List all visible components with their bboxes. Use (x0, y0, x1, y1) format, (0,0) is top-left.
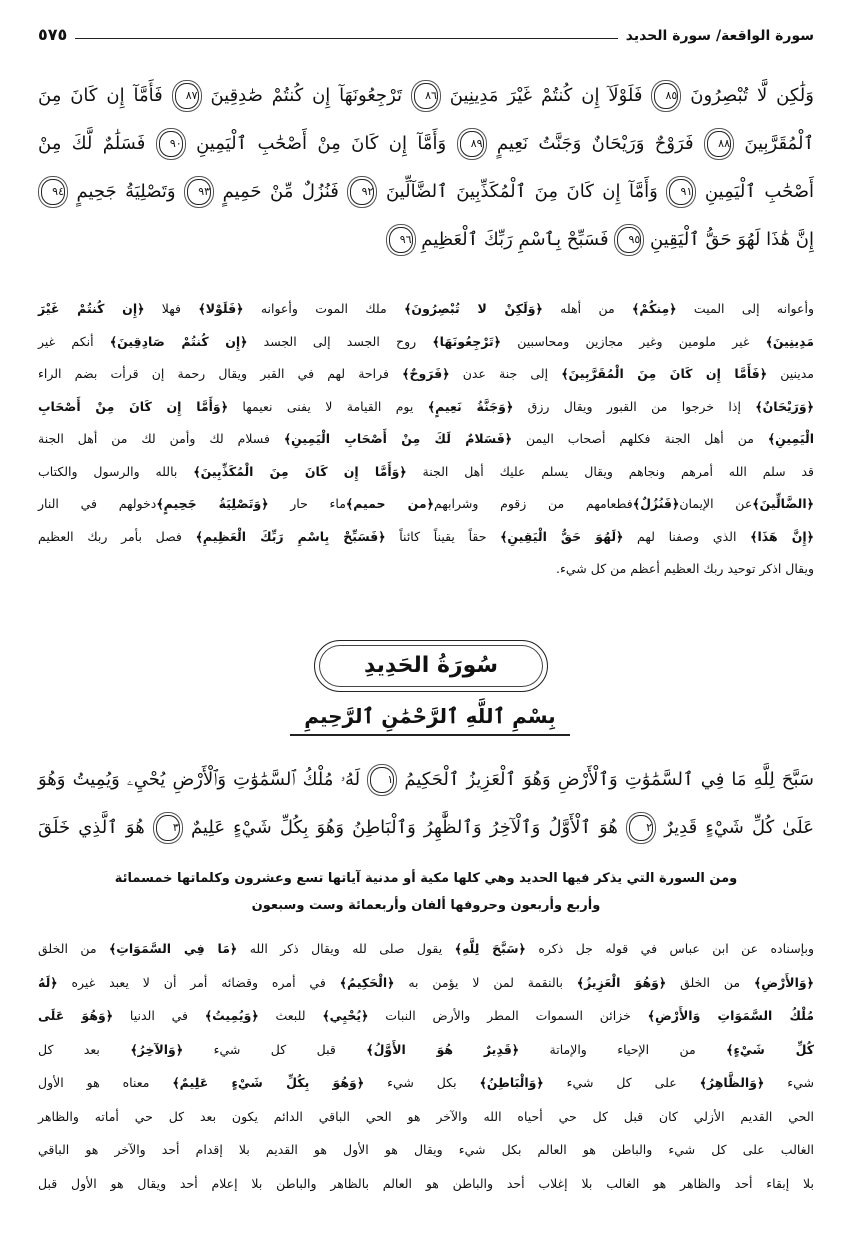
quoted-verse: ﴿وَالأَرْضِ﴾ (753, 974, 814, 990)
quoted-verse: ﴿وَهُوَ الْعَزِيزُ﴾ (576, 974, 667, 990)
quoted-verse: ﴿مِنكُمْ﴾ (632, 301, 677, 316)
verse-text: فَسَلَٰمٌ لَّكَ مِنْ (38, 133, 146, 154)
tafsir-line: قد سلم الله أمرهم ونجاهم ويقال يسلم عليك أهل الجنة ﴿وَأَمَّا إِن كَانَ مِنَ الْمُكَذِّبِينَ﴾ بالله والرسول والكتاب (38, 463, 815, 479)
quoted-verse: ﴿وَرَيْحَانٌ﴾ (755, 398, 814, 414)
verse-text: هُوَ ٱلَّذِي خَلَقَ (38, 817, 145, 838)
quoted-verse: ﴿فَرَوحٌ﴾ (402, 366, 450, 381)
quoted-verse: مَدِينِينَ﴾ (765, 333, 814, 349)
quoted-verse: ﴿قَدِيرٌ هُوَ الأَوَّلُ﴾ (366, 1041, 520, 1057)
ayah-number-marker: ٨٩ (460, 131, 484, 157)
verse-text: ٱلْمُقَرَّبِينَ (744, 133, 814, 154)
quoted-verse: ﴿الضَّالِّينَ﴾ (752, 496, 814, 511)
quoted-verse: ﴿فَأَمَّا إِن كَانَ مِنَ الْمُقَرَّبِينَ﴾ (561, 366, 768, 381)
quran-line (38, 168, 814, 216)
tafsir-line: ﴿إِنَّ هَذَا﴾ الذي وصفنا لهم ﴿لَهُوَ حَقُّ الْيَقِينِ﴾ حقاً يقيناً كائناً ﴿فَسَبِّحْ بِاسْمِ رَبِّكَ الْعَظِيمِ﴾ فصل بأمر ربك العظيم (38, 528, 814, 544)
surah-title-cartouche (314, 640, 548, 692)
quoted-verse: ﴿وَجَنَّةُ نَعِيمٍ﴾ (427, 398, 514, 414)
tafsir-line: ﴿الضَّالِّينَ﴾عن الإيمان﴿فَنُزُلٌ﴾فطعامهم من زقوم وشرابهم﴿من حميم﴾ماء حار ﴿وَتَصْلِيَةُ جَحِيمٍ﴾دخولهم في النار (38, 496, 814, 511)
quoted-verse: ﴿وَالآخِرُ﴾ (130, 1041, 184, 1057)
ayah-number-marker: ٨٥ (654, 83, 678, 109)
ayah-number-marker: ٩٣ (187, 179, 211, 205)
verse-text: فَأَمَّآ إِن كَانَ مِنَ (38, 85, 163, 106)
verse-text: فَلَوْلَآ إِن كُنتُمْ غَيْرَ مَدِينِينَ (449, 85, 643, 106)
quoted-verse: ﴿لَهُ (38, 974, 58, 990)
tafsir-text-al-hadid (38, 932, 814, 1200)
ayah-number-marker: ٩٥ (617, 227, 641, 253)
ayah-number-marker: ٩٢ (350, 179, 374, 205)
quoted-verse: ﴿وَالْبَاطِنُ﴾ (479, 1075, 544, 1090)
quran-line (38, 756, 814, 804)
quoted-verse: ﴿وَتَصْلِيَةُ جَحِيمٍ﴾ (156, 496, 269, 511)
tafsir-line: مَدِينِينَ﴾ غير ملومين وغير مجازين ومحاسبين ﴿تَرْجِعُونَهَا﴾ روح الجسد إلى الجسد ﴿إِن كُنتُمْ صَادِقِينَ﴾ أنكم غير (38, 333, 814, 349)
verse-text: لَهُۥ مُلْكُ ٱلسَّمَٰوَٰتِ وَٱلْأَرْضِ يُحْيِۦ وَيُمِيتُ وَهُوَ (38, 769, 361, 790)
verse-text: فَرَوْحٌ وَرَيْحَانٌ وَجَنَّتُ نَعِيمٍ (496, 133, 694, 154)
ayah-number-marker: ٩١ (669, 179, 693, 205)
verse-text: وَلَٰكِن لَّا تُبْصِرُونَ (690, 85, 814, 106)
verse-text: تَرْجِعُونَهَآ إِن كُنتُمْ صَٰدِقِينَ (210, 85, 403, 106)
quoted-verse: ﴿سَبَّحَ لِلَّهِ﴾ (454, 941, 526, 956)
quoted-verse: ﴿وَأَمَّا إِن كَانَ مِنْ أَصْحَابِ (38, 398, 229, 414)
ayah-number-marker: ٨٧ (175, 83, 199, 109)
quoted-verse: ﴿إِن كُنتُمْ غَيْرَ (38, 301, 145, 316)
tafsir-line: مدينين ﴿فَأَمَّا إِن كَانَ مِنَ الْمُقَرَّبِينَ﴾ إلى جنة عدن ﴿فَرَوحٌ﴾ فراحة لهم في القبر ويقال رحمة إن قرأت بضم الراء (38, 366, 814, 381)
ayah-number-marker: ٩٤ (41, 179, 65, 205)
tafsir-line: ﴿وَرَيْحَانٌ﴾ إذا خرجوا من القبور ويقال رزق ﴿وَجَنَّةُ نَعِيمٍ﴾ يوم القيامة لا يفنى نعيمها ﴿وَأَمَّا إِن كَانَ مِنْ أَصْحَابِ (38, 398, 814, 414)
tafsir-line: كُلِّ شَيْءٍ﴾ من الإحياء والإماتة ﴿قَدِيرٌ هُوَ الأَوَّلُ﴾ قبل كل شيء ﴿وَالآخِرُ﴾ بعد كل (38, 1041, 815, 1057)
quran-line (38, 216, 814, 264)
quoted-verse: ﴿يُحْيِي﴾ (322, 1008, 369, 1023)
running-title: سورة الواقعة/ سورة الحديد (625, 28, 814, 44)
ayah-number-marker: ٩٦ (389, 227, 413, 253)
header-rule (75, 38, 617, 39)
quoted-verse: ﴿فَسَلامٌ لَكَ مِنْ أَصْحَابِ الْيَمِينِ﴾ (283, 431, 513, 446)
tafsir-line: الحي القديم الأزلي كان قبل كل حي أحياه الله والآخر هو الحي الباقي الدائم يكون بعد كل حي أماته والظاهر (38, 1108, 814, 1124)
quran-line (38, 72, 814, 120)
quoted-verse: كُلِّ شَيْءٍ﴾ (726, 1041, 815, 1057)
quoted-verse: ﴿إِن كُنتُمْ صَادِقِينَ﴾ (109, 333, 248, 349)
surah-intro-line: وأربع وأربعون وحروفها ألفان وأربعمائة وست وسبعون (251, 898, 601, 913)
verse-text: هُوَ ٱلْأَوَّلُ وَٱلْآخِرُ وَٱلظَّٰهِرُ وَٱلْبَاطِنُ وَهُوَ بِكُلِّ شَيْءٍ عَلِيمٌ (190, 817, 618, 838)
quoted-verse: ﴿وَيُمِيتُ﴾ (204, 1008, 259, 1023)
verse-text: فَنُزُلٌ مِّنْ حَمِيمٍ (222, 181, 339, 202)
quoted-verse: الْيَمِينِ﴾ (767, 431, 814, 446)
quoted-verse: ﴿وَلَكِنْ لا تُبْصِرُونَ﴾ (404, 301, 543, 316)
verse-text: وَأَمَّآ إِن كَانَ مِنَ ٱلْمُكَذِّبِينَ ٱلضَّآلِّينَ (385, 181, 658, 202)
tafsir-line: شيء ﴿وَالظَّاهِرُ﴾ على كل شيء ﴿وَالْبَاطِنُ﴾ بكل شيء ﴿وَهُوَ بِكُلِّ شَيْءٍ عَلِيمٌ﴾ معناه هو الأول (38, 1075, 814, 1090)
quran-text-al-hadid (38, 756, 814, 852)
ayah-number-marker: ١ (370, 767, 394, 793)
quoted-verse: ﴿وَهُوَ بِكُلِّ شَيْءٍ عَلِيمٌ﴾ (172, 1075, 365, 1090)
tafsir-line: الْيَمِينِ﴾ من أهل الجنة فكلهم أصحاب اليمن ﴿فَسَلامٌ لَكَ مِنْ أَصْحَابِ الْيَمِينِ﴾ فسلام لك وأمن لك من أهل الجنة (38, 431, 814, 446)
quoted-verse: مُلْكُ السَّمَوَاتِ وَالأَرْضِ﴾ (647, 1008, 814, 1023)
page-header (38, 22, 814, 44)
tafsir-line: ويقال اذكر توحيد ربك العظيم أعظم من كل شيء. (556, 561, 814, 576)
quoted-verse: ﴿وَهُوَ عَلَى (38, 1008, 114, 1023)
basmala: بِسْمِ ٱللَّهِ ٱلرَّحْمَٰنِ ٱلرَّحِيمِ (290, 698, 570, 736)
page-number: ٥٧٥ (38, 25, 68, 44)
tafsir-line: ﴿وَالأَرْضِ﴾ من الخلق ﴿وَهُوَ الْعَزِيزُ﴾ بالنقمة لمن لا يؤمن به ﴿الْحَكِيمُ﴾ في أمره وقضائه أمر أن لا يعبد غيره ﴿لَهُ (38, 974, 814, 990)
quran-line (38, 120, 814, 168)
quoted-verse: ﴿إِنَّ هَذَا﴾ (750, 528, 814, 544)
surah-intro-line: ومن السورة التي يذكر فيها الحديد وهي كلها مكية أو مدنية آياتها تسع وعشرون وكلماتها خمسمائة (114, 871, 738, 886)
quoted-verse: ﴿فَلَوْلا﴾ (198, 301, 244, 316)
quoted-verse: ﴿وَالظَّاهِرُ﴾ (699, 1075, 765, 1090)
ayah-number-marker: ٩٠ (159, 131, 183, 157)
tafsir-line: وأعوانه إلى الميت ﴿مِنكُمْ﴾ من أهله ﴿وَلَكِنْ لا تُبْصِرُونَ﴾ ملك الموت وأعوانه ﴿فَلَوْلا﴾ فهلا ﴿إِن كُنتُمْ غَيْرَ (38, 301, 814, 316)
tafsir-line: وبإسناده عن ابن عباس في قوله جل ذكره ﴿سَبَّحَ لِلَّهِ﴾ يقول صلى لله ويقال ذكر الله ﴿مَا فِي السَّمَوَاتِ﴾ من الخلق (38, 941, 814, 956)
ayah-number-marker: ٨٨ (707, 131, 731, 157)
quoted-verse: ﴿فَسَبِّحْ بِاسْمِ رَبِّكَ الْعَظِيمِ﴾ (195, 528, 386, 544)
verse-text: إِنَّ هَٰذَا لَهُوَ حَقُّ ٱلْيَقِينِ (650, 229, 814, 250)
ayah-number-marker: ٣ (156, 815, 180, 841)
tafsir-line: بلا إبقاء أحد والظاهر هو الغالب بلا إغلاب أحد والباطن هو العالم بالظاهر والباطن بلا إعلام أحد ويقال هو الأول قبل (38, 1175, 814, 1191)
verse-text: وَأَمَّآ إِن كَانَ مِنْ أَصْحَٰبِ ٱلْيَمِينِ (196, 133, 447, 154)
verse-text: أَصْحَٰبِ ٱلْيَمِينِ (704, 181, 814, 202)
quoted-verse: ﴿وَأَمَّا إِن كَانَ مِنَ الْمُكَذِّبِينَ﴾ (193, 463, 407, 479)
quran-text-al-waqiah (38, 72, 814, 264)
verse-text: فَسَبِّحْ بِٱسْمِ رَبِّكَ ٱلْعَظِيمِ (421, 229, 609, 250)
quoted-verse: ﴿الْحَكِيمُ﴾ (339, 974, 395, 990)
verse-text: عَلَىٰ كُلِّ شَيْءٍ قَدِيرٌ (664, 817, 814, 838)
surah-title: سُورَةُ الحَدِيدِ (363, 653, 499, 678)
ayah-number-marker: ٢ (629, 815, 653, 841)
quoted-verse: ﴿لَهُوَ حَقُّ الْيَقِينِ﴾ (500, 528, 624, 544)
ayah-number-marker: ٨٦ (414, 83, 438, 109)
quoted-verse: ﴿فَنُزُلٌ﴾ (632, 496, 680, 511)
quoted-verse: ﴿مَا فِي السَّمَوَاتِ﴾ (108, 941, 238, 956)
tafsir-line: مُلْكُ السَّمَوَاتِ وَالأَرْضِ﴾ خزائن السموات المطر والأرض النبات ﴿يُحْيِي﴾ للبعث ﴿وَيُمِيتُ﴾ في الدنيا ﴿وَهُوَ عَلَى (38, 1008, 814, 1023)
tafsir-line: الغالب على كل شيء والباطن هو العالم بكل شيء ويقال هو الأول هو القديم بلا إقدام أحد والآخر هو الباقي (38, 1142, 814, 1157)
verse-text: سَبَّحَ لِلَّهِ مَا فِي ٱلسَّمَٰوَٰتِ وَٱلْأَرْضِ وَهُوَ ٱلْعَزِيزُ ٱلْحَكِيمُ (404, 769, 814, 790)
verse-text: وَتَصْلِيَةُ جَحِيمٍ (76, 181, 176, 202)
quoted-verse: ﴿تَرْجِعُونَهَا﴾ (432, 333, 502, 349)
tafsir-text-al-waqiah (38, 293, 814, 586)
quoted-verse: ﴿من حميم﴾ (345, 496, 434, 511)
quran-line (38, 804, 814, 852)
